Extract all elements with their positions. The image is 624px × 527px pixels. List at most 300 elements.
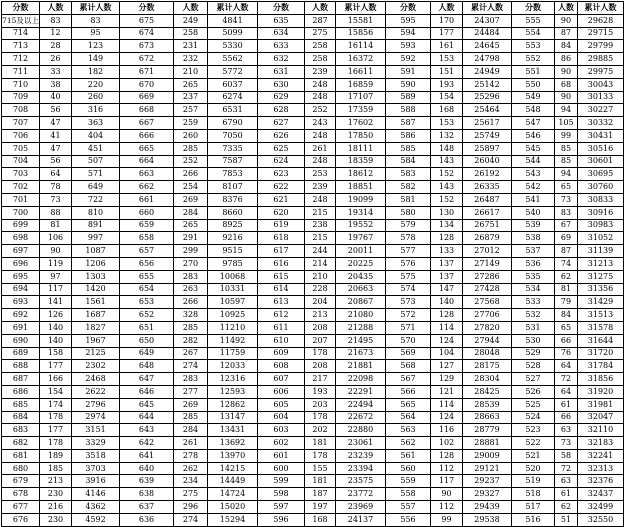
cell-cumulative: 29237 xyxy=(463,475,512,488)
table-row xyxy=(2,270,624,283)
cell-score: 550 xyxy=(512,78,555,91)
table-row xyxy=(2,219,624,232)
cell-cumulative: 26879 xyxy=(463,232,512,245)
cell-count: 153 xyxy=(431,117,463,130)
cell-score: 639 xyxy=(120,475,174,488)
cell-count: 261 xyxy=(174,437,208,450)
cell-score: 641 xyxy=(120,449,174,462)
cell-score: 575 xyxy=(386,270,431,283)
cell-score: 658 xyxy=(120,232,174,245)
cell-score: 664 xyxy=(120,155,174,168)
cell-score: 552 xyxy=(512,53,555,66)
cell-cumulative: 22291 xyxy=(336,385,386,398)
cell-score: 649 xyxy=(120,347,174,360)
cell-score: 589 xyxy=(386,91,431,104)
cell-score: 529 xyxy=(512,347,555,360)
table-row xyxy=(2,245,624,258)
cell-cumulative: 32499 xyxy=(578,501,624,514)
cell-count: 33 xyxy=(40,65,72,78)
cell-count: 141 xyxy=(40,296,72,309)
cell-count: 193 xyxy=(431,78,463,91)
cell-score: 581 xyxy=(386,193,431,206)
cell-score: 612 xyxy=(258,309,305,322)
cell-cumulative: 23394 xyxy=(336,462,386,475)
cell-cumulative: 29439 xyxy=(463,501,512,514)
cell-count: 231 xyxy=(174,40,208,53)
cell-score: 657 xyxy=(120,245,174,258)
cell-cumulative: 4592 xyxy=(72,513,120,526)
cell-cumulative: 17850 xyxy=(336,129,386,142)
cell-score: 708 xyxy=(2,104,40,117)
cell-cumulative: 22494 xyxy=(336,398,386,411)
cell-cumulative: 2302 xyxy=(72,360,120,373)
cell-score: 538 xyxy=(512,232,555,245)
cell-cumulative: 20867 xyxy=(336,296,386,309)
cell-count: 202 xyxy=(305,424,336,437)
cell-cumulative: 17359 xyxy=(336,104,386,117)
cell-count: 265 xyxy=(174,78,208,91)
header-cumulative-3: 累计人数 xyxy=(336,2,386,15)
cell-score: 667 xyxy=(120,117,174,130)
cell-score: 700 xyxy=(2,206,40,219)
cell-score: 669 xyxy=(120,91,174,104)
cell-cumulative: 32313 xyxy=(578,462,624,475)
cell-cumulative: 31052 xyxy=(578,232,624,245)
cell-cumulative: 28881 xyxy=(463,437,512,450)
cell-cumulative: 4362 xyxy=(72,501,120,514)
cell-count: 117 xyxy=(431,475,463,488)
cell-count: 154 xyxy=(431,91,463,104)
cell-score: 534 xyxy=(512,283,555,296)
score-distribution-table xyxy=(1,1,624,527)
cell-cumulative: 11759 xyxy=(208,347,258,360)
cell-score: 601 xyxy=(258,449,305,462)
cell-count: 197 xyxy=(305,501,336,514)
cell-cumulative: 1420 xyxy=(72,283,120,296)
table-row xyxy=(2,373,624,386)
cell-score: 545 xyxy=(512,142,555,155)
cell-score: 543 xyxy=(512,168,555,181)
cell-count: 181 xyxy=(305,475,336,488)
table-row xyxy=(2,513,624,526)
cell-score: 712 xyxy=(2,53,40,66)
cell-score: 651 xyxy=(120,321,174,334)
cell-cumulative: 30227 xyxy=(578,104,624,117)
cell-score: 626 xyxy=(258,129,305,142)
cell-score: 686 xyxy=(2,385,40,398)
cell-score: 704 xyxy=(2,155,40,168)
cell-score: 688 xyxy=(2,360,40,373)
cell-score: 671 xyxy=(120,65,174,78)
table-row xyxy=(2,27,624,40)
table-row xyxy=(2,53,624,66)
cell-cumulative: 31429 xyxy=(578,296,624,309)
cell-cumulative: 20435 xyxy=(336,270,386,283)
cell-cumulative: 24798 xyxy=(463,53,512,66)
cell-count: 86 xyxy=(555,53,578,66)
cell-cumulative: 5562 xyxy=(208,53,258,66)
cell-score: 587 xyxy=(386,117,431,130)
cell-count: 248 xyxy=(305,78,336,91)
cell-cumulative: 27820 xyxy=(463,321,512,334)
cell-score: 579 xyxy=(386,219,431,232)
cell-cumulative: 810 xyxy=(72,206,120,219)
cell-count: 63 xyxy=(555,424,578,437)
cell-cumulative: 9515 xyxy=(208,245,258,258)
table-row xyxy=(2,40,624,53)
cell-count: 64 xyxy=(40,168,72,181)
cell-count: 83 xyxy=(40,14,72,27)
cell-cumulative: 7050 xyxy=(208,129,258,142)
cell-count: 85 xyxy=(555,142,578,155)
cell-score: 644 xyxy=(120,411,174,424)
cell-cumulative: 2796 xyxy=(72,398,120,411)
cell-count: 28 xyxy=(40,40,72,53)
cell-score: 715及以上 xyxy=(2,14,40,27)
cell-count: 244 xyxy=(305,245,336,258)
cell-score: 680 xyxy=(2,462,40,475)
cell-cumulative: 30516 xyxy=(578,142,624,155)
cell-score: 592 xyxy=(386,53,431,66)
cell-count: 204 xyxy=(305,296,336,309)
cell-score: 563 xyxy=(386,424,431,437)
cell-count: 128 xyxy=(431,449,463,462)
cell-cumulative: 29799 xyxy=(578,40,624,53)
cell-cumulative: 31784 xyxy=(578,360,624,373)
cell-count: 208 xyxy=(305,321,336,334)
cell-score: 542 xyxy=(512,181,555,194)
table-header-row xyxy=(2,2,624,15)
cell-count: 258 xyxy=(305,40,336,53)
cell-cumulative: 31139 xyxy=(578,245,624,258)
cell-cumulative: 451 xyxy=(72,142,120,155)
cell-count: 257 xyxy=(174,104,208,117)
cell-count: 328 xyxy=(174,309,208,322)
cell-score: 567 xyxy=(386,373,431,386)
cell-score: 637 xyxy=(120,501,174,514)
cell-cumulative: 32047 xyxy=(578,411,624,424)
header-count-5: 人数 xyxy=(555,2,578,15)
cell-count: 263 xyxy=(174,283,208,296)
cell-cumulative: 404 xyxy=(72,129,120,142)
cell-score: 690 xyxy=(2,334,40,347)
cell-cumulative: 31920 xyxy=(578,385,624,398)
cell-count: 228 xyxy=(305,283,336,296)
cell-cumulative: 28539 xyxy=(463,398,512,411)
cell-cumulative: 32437 xyxy=(578,488,624,501)
cell-score: 711 xyxy=(2,65,40,78)
cell-cumulative: 30983 xyxy=(578,219,624,232)
cell-score: 610 xyxy=(258,334,305,347)
cell-count: 74 xyxy=(555,257,578,270)
table-row xyxy=(2,181,624,194)
cell-count: 161 xyxy=(431,40,463,53)
cell-score: 591 xyxy=(386,65,431,78)
cell-score: 531 xyxy=(512,321,555,334)
table-row xyxy=(2,296,624,309)
cell-score: 548 xyxy=(512,104,555,117)
cell-count: 154 xyxy=(40,385,72,398)
cell-cumulative: 6790 xyxy=(208,117,258,130)
cell-cumulative: 31644 xyxy=(578,334,624,347)
cell-count: 284 xyxy=(174,206,208,219)
cell-count: 152 xyxy=(431,168,463,181)
cell-cumulative: 30695 xyxy=(578,168,624,181)
cell-cumulative: 22098 xyxy=(336,373,386,386)
table-row xyxy=(2,206,624,219)
cell-cumulative: 3518 xyxy=(72,449,120,462)
cell-cumulative: 9785 xyxy=(208,257,258,270)
cell-cumulative: 21673 xyxy=(336,347,386,360)
cell-cumulative: 29009 xyxy=(463,449,512,462)
cell-cumulative: 30431 xyxy=(578,129,624,142)
cell-count: 140 xyxy=(431,296,463,309)
cell-count: 243 xyxy=(305,117,336,130)
cell-cumulative: 16859 xyxy=(336,78,386,91)
cell-score: 638 xyxy=(120,488,174,501)
cell-count: 178 xyxy=(305,411,336,424)
cell-count: 38 xyxy=(40,78,72,91)
cell-count: 210 xyxy=(305,270,336,283)
cell-score: 668 xyxy=(120,104,174,117)
cell-cumulative: 26617 xyxy=(463,206,512,219)
cell-count: 249 xyxy=(174,14,208,27)
cell-cumulative: 17602 xyxy=(336,117,386,130)
cell-score: 517 xyxy=(512,501,555,514)
header-score-1: 分数 xyxy=(2,2,40,15)
cell-score: 677 xyxy=(2,501,40,514)
cell-cumulative: 18851 xyxy=(336,181,386,194)
cell-count: 79 xyxy=(555,296,578,309)
cell-score: 695 xyxy=(2,270,40,283)
cell-count: 248 xyxy=(305,129,336,142)
cell-score: 569 xyxy=(386,347,431,360)
cell-cumulative: 32183 xyxy=(578,437,624,450)
table-row xyxy=(2,142,624,155)
cell-count: 284 xyxy=(174,424,208,437)
cell-cumulative: 16611 xyxy=(336,65,386,78)
cell-score: 564 xyxy=(386,411,431,424)
cell-count: 168 xyxy=(431,104,463,117)
cell-cumulative: 32110 xyxy=(578,424,624,437)
cell-count: 178 xyxy=(40,411,72,424)
cell-cumulative: 2125 xyxy=(72,347,120,360)
cell-count: 178 xyxy=(305,449,336,462)
table-row xyxy=(2,232,624,245)
table-row xyxy=(2,475,624,488)
cell-count: 248 xyxy=(305,91,336,104)
cell-score: 659 xyxy=(120,219,174,232)
cell-count: 137 xyxy=(431,257,463,270)
cell-count: 62 xyxy=(555,501,578,514)
cell-cumulative: 27012 xyxy=(463,245,512,258)
cell-cumulative: 21288 xyxy=(336,321,386,334)
table-row xyxy=(2,360,624,373)
cell-score: 521 xyxy=(512,449,555,462)
cell-score: 706 xyxy=(2,129,40,142)
cell-score: 643 xyxy=(120,424,174,437)
cell-cumulative: 12033 xyxy=(208,360,258,373)
cell-cumulative: 31513 xyxy=(578,309,624,322)
cell-score: 574 xyxy=(386,283,431,296)
cell-count: 137 xyxy=(431,270,463,283)
cell-count: 148 xyxy=(431,142,463,155)
cell-count: 94 xyxy=(555,104,578,117)
cell-cumulative: 18359 xyxy=(336,155,386,168)
table-row xyxy=(2,398,624,411)
cell-score: 689 xyxy=(2,347,40,360)
cell-count: 97 xyxy=(40,270,72,283)
cell-score: 604 xyxy=(258,411,305,424)
cell-cumulative: 30916 xyxy=(578,206,624,219)
cell-count: 189 xyxy=(40,449,72,462)
cell-count: 121 xyxy=(431,385,463,398)
cell-count: 287 xyxy=(305,14,336,27)
cell-count: 266 xyxy=(174,168,208,181)
cell-score: 683 xyxy=(2,424,40,437)
cell-cumulative: 30332 xyxy=(578,117,624,130)
cell-cumulative: 28175 xyxy=(463,360,512,373)
table-row xyxy=(2,385,624,398)
cell-score: 522 xyxy=(512,437,555,450)
cell-cumulative: 28663 xyxy=(463,411,512,424)
table-row xyxy=(2,411,624,424)
cell-cumulative: 14449 xyxy=(208,475,258,488)
cell-cumulative: 15581 xyxy=(336,14,386,27)
cell-score: 714 xyxy=(2,27,40,40)
cell-cumulative: 12862 xyxy=(208,398,258,411)
cell-cumulative: 21495 xyxy=(336,334,386,347)
cell-score: 632 xyxy=(258,53,305,66)
cell-count: 151 xyxy=(431,65,463,78)
cell-count: 81 xyxy=(555,283,578,296)
cell-cumulative: 27568 xyxy=(463,296,512,309)
cell-count: 81 xyxy=(40,219,72,232)
cell-cumulative: 997 xyxy=(72,232,120,245)
cell-count: 213 xyxy=(305,309,336,322)
cell-count: 47 xyxy=(40,142,72,155)
cell-cumulative: 23575 xyxy=(336,475,386,488)
cell-count: 269 xyxy=(174,398,208,411)
cell-cumulative: 18111 xyxy=(336,142,386,155)
cell-count: 174 xyxy=(40,398,72,411)
cell-cumulative: 4841 xyxy=(208,14,258,27)
cell-cumulative: 363 xyxy=(72,117,120,130)
cell-score: 703 xyxy=(2,168,40,181)
cell-cumulative: 25296 xyxy=(463,91,512,104)
cell-score: 625 xyxy=(258,142,305,155)
cell-count: 275 xyxy=(174,488,208,501)
cell-score: 673 xyxy=(120,40,174,53)
cell-score: 697 xyxy=(2,245,40,258)
cell-cumulative: 30133 xyxy=(578,91,624,104)
cell-score: 687 xyxy=(2,373,40,386)
cell-count: 248 xyxy=(305,193,336,206)
table-row xyxy=(2,193,624,206)
cell-score: 532 xyxy=(512,309,555,322)
cell-count: 134 xyxy=(431,219,463,232)
cell-score: 551 xyxy=(512,65,555,78)
header-cumulative-2: 累计人数 xyxy=(208,2,258,15)
cell-score: 554 xyxy=(512,27,555,40)
cell-score: 597 xyxy=(258,501,305,514)
header-cumulative-5: 累计人数 xyxy=(578,2,624,15)
cell-score: 630 xyxy=(258,78,305,91)
header-count-3: 人数 xyxy=(305,2,336,15)
cell-cumulative: 6274 xyxy=(208,91,258,104)
cell-score: 620 xyxy=(258,206,305,219)
cell-count: 230 xyxy=(40,488,72,501)
cell-count: 187 xyxy=(305,488,336,501)
cell-cumulative: 1303 xyxy=(72,270,120,283)
cell-score: 698 xyxy=(2,232,40,245)
table-row xyxy=(2,437,624,450)
cell-count: 72 xyxy=(555,462,578,475)
table-row xyxy=(2,334,624,347)
cell-score: 653 xyxy=(120,296,174,309)
cell-cumulative: 31981 xyxy=(578,398,624,411)
table-row xyxy=(2,91,624,104)
cell-cumulative: 7853 xyxy=(208,168,258,181)
cell-cumulative: 21881 xyxy=(336,360,386,373)
cell-score: 645 xyxy=(120,398,174,411)
cell-cumulative: 5330 xyxy=(208,40,258,53)
cell-count: 64 xyxy=(555,385,578,398)
cell-score: 648 xyxy=(120,360,174,373)
cell-count: 64 xyxy=(555,360,578,373)
cell-cumulative: 1687 xyxy=(72,309,120,322)
table-row xyxy=(2,424,624,437)
cell-cumulative: 31720 xyxy=(578,347,624,360)
cell-score: 533 xyxy=(512,296,555,309)
cell-cumulative: 123 xyxy=(72,40,120,53)
cell-score: 565 xyxy=(386,398,431,411)
cell-score: 675 xyxy=(120,14,174,27)
cell-count: 177 xyxy=(40,360,72,373)
cell-score: 557 xyxy=(386,501,431,514)
cell-count: 252 xyxy=(174,155,208,168)
cell-count: 87 xyxy=(555,245,578,258)
cell-score: 553 xyxy=(512,40,555,53)
cell-count: 239 xyxy=(305,181,336,194)
cell-score: 635 xyxy=(258,14,305,27)
cell-count: 258 xyxy=(305,53,336,66)
cell-count: 104 xyxy=(431,347,463,360)
cell-count: 129 xyxy=(431,373,463,386)
cell-score: 652 xyxy=(120,309,174,322)
cell-cumulative: 27944 xyxy=(463,334,512,347)
cell-count: 112 xyxy=(431,462,463,475)
cell-score: 524 xyxy=(512,411,555,424)
cell-score: 580 xyxy=(386,206,431,219)
header-score-4: 分数 xyxy=(386,2,431,15)
cell-count: 269 xyxy=(174,193,208,206)
cell-cumulative: 29628 xyxy=(578,14,624,27)
cell-count: 285 xyxy=(174,411,208,424)
cell-count: 56 xyxy=(40,104,72,117)
cell-score: 678 xyxy=(2,488,40,501)
cell-score: 633 xyxy=(258,40,305,53)
cell-count: 61 xyxy=(555,398,578,411)
cell-count: 88 xyxy=(40,206,72,219)
cell-cumulative: 10597 xyxy=(208,296,258,309)
cell-cumulative: 15856 xyxy=(336,27,386,40)
cell-count: 238 xyxy=(305,219,336,232)
table-row xyxy=(2,309,624,322)
cell-count: 102 xyxy=(431,437,463,450)
cell-score: 539 xyxy=(512,219,555,232)
cell-cumulative: 13970 xyxy=(208,449,258,462)
